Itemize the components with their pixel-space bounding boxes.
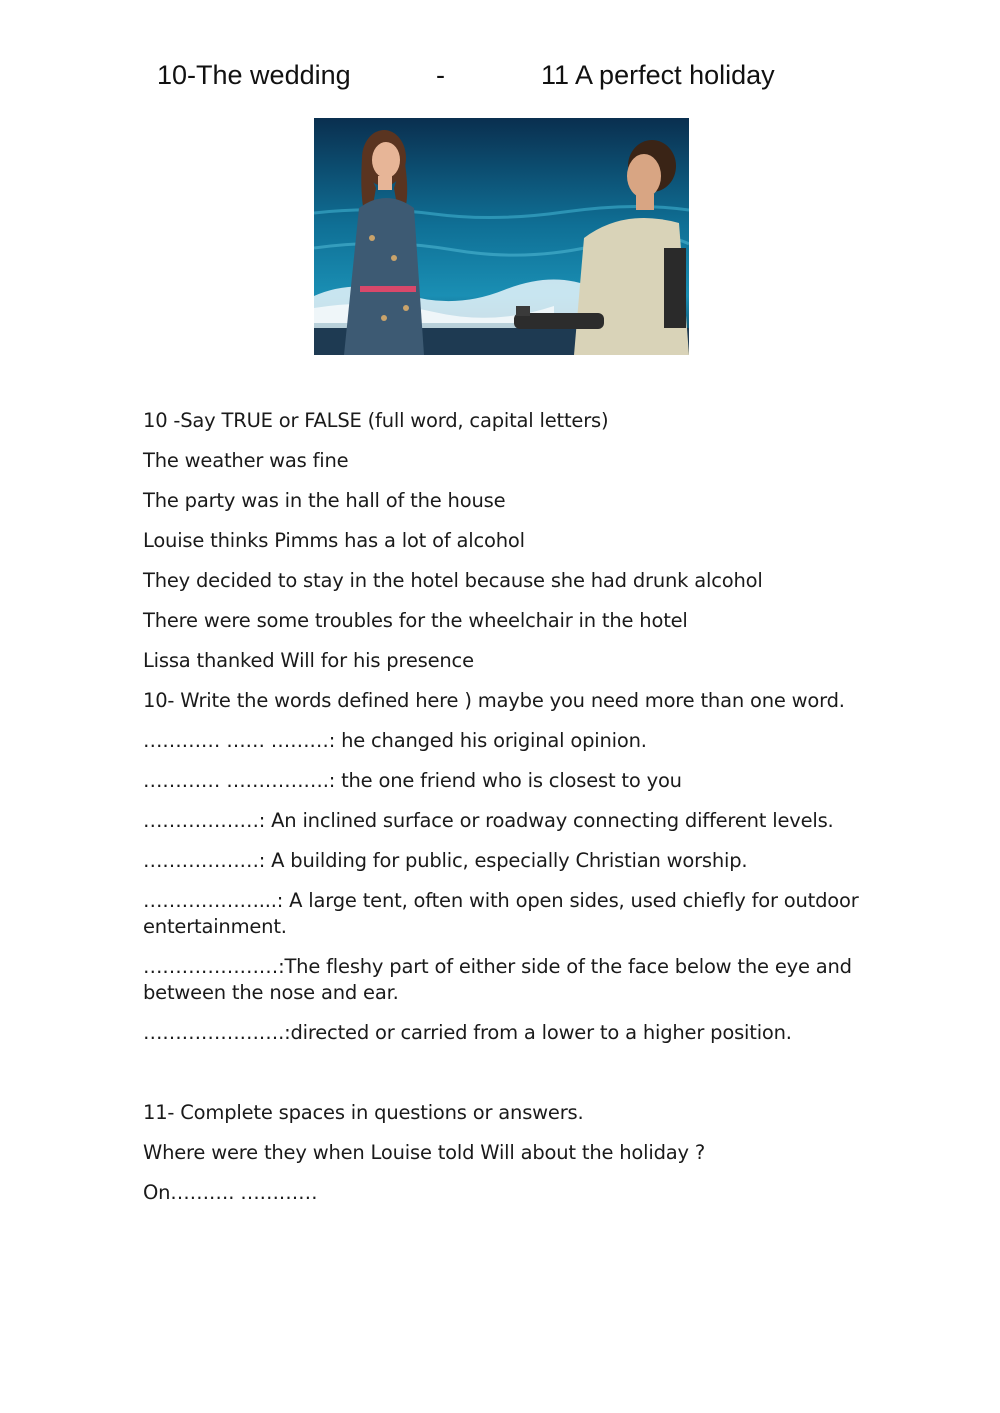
tf-statement: The weather was fine <box>143 449 349 472</box>
tf-statement: Louise thinks Pimms has a lot of alcohol <box>143 529 525 552</box>
word-definition: ………………: A building for public, especially Christian worship. <box>143 849 748 872</box>
title-right: 11 A perfect holiday <box>541 60 775 90</box>
word-definition: ………………: An inclined surface or roadway connecting different levels. <box>143 809 834 832</box>
holiday-answer-blank: On………. ………… <box>143 1181 318 1204</box>
section-spacer <box>143 1060 863 1100</box>
tf-instruction: 10 -Say TRUE or FALSE (full word, capital letters) <box>143 409 609 432</box>
word-definition: ………… …… ………: he changed his original opinion. <box>143 729 647 752</box>
tf-statement: The party was in the hall of the house <box>143 489 506 512</box>
tf-statement: They decided to stay in the hotel because she had drunk alcohol <box>143 569 763 592</box>
tf-statement: There were some troubles for the wheelchair in the hotel <box>143 609 688 632</box>
movie-still-photo <box>314 118 689 355</box>
worksheet-body <box>143 408 863 1220</box>
title-left: 10-The wedding <box>157 60 351 90</box>
words-instruction: 10- Write the words defined here ) maybe you need more than one word. <box>143 689 845 712</box>
tf-statement: Lissa thanked Will for his presence <box>143 649 474 672</box>
word-definition: …………………:The fleshy part of either side of the face below the eye and between the nose and ear. <box>143 955 852 1004</box>
word-definition: ………………….:directed or carried from a lower to a higher position. <box>143 1021 792 1044</box>
complete-instruction: 11- Complete spaces in questions or answers. <box>143 1101 584 1124</box>
holiday-question: Where were they when Louise told Will about the holiday ? <box>143 1141 706 1164</box>
word-definition: ………………...: A large tent, often with open sides, used chiefly for outdoor entertainment. <box>143 889 859 938</box>
title-separator: - <box>436 60 445 90</box>
worksheet-title <box>0 60 1000 100</box>
word-definition: ………… …………….: the one friend who is closest to you <box>143 769 682 792</box>
beach-couple-illustration <box>314 118 689 355</box>
